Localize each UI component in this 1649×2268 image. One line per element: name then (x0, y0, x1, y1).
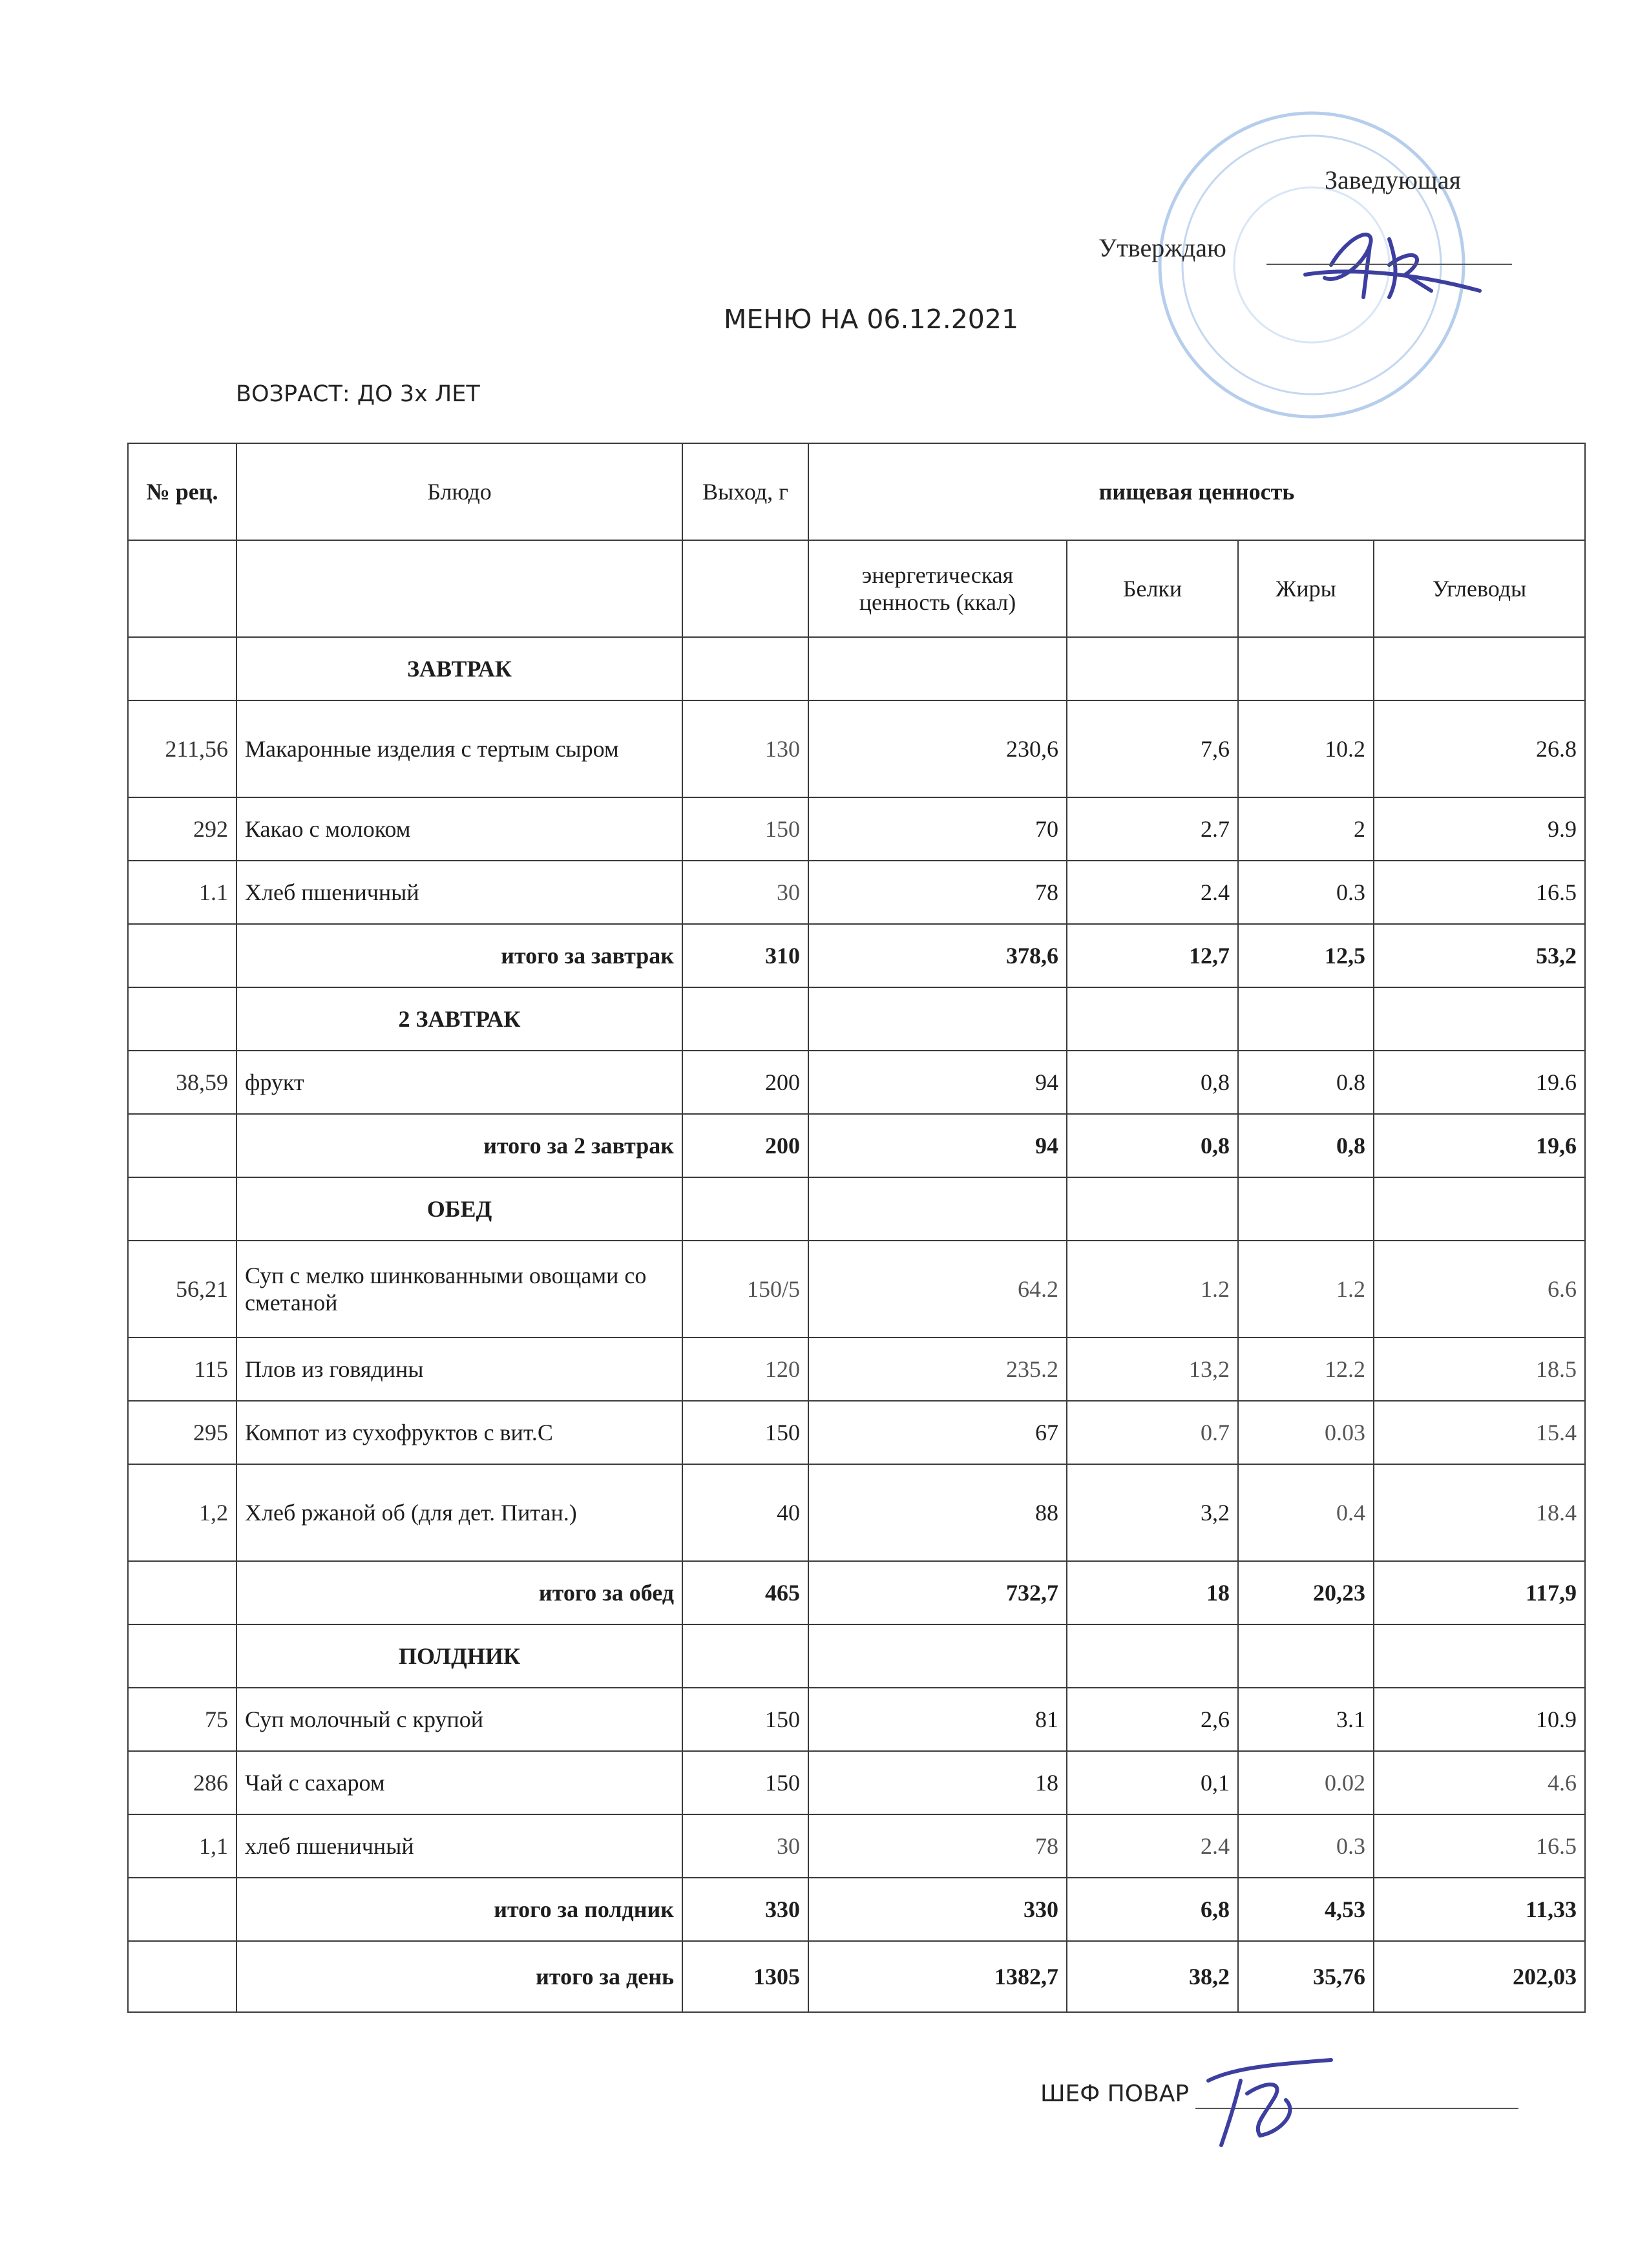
fat: 3.1 (1238, 1688, 1374, 1751)
section-title: ЗАВТРАК (236, 637, 682, 700)
carbs: 11,33 (1374, 1878, 1585, 1941)
carbs: 53,2 (1374, 924, 1585, 987)
table-row (128, 1241, 1585, 1338)
section-title: ОБЕД (236, 1177, 682, 1241)
subtotal-label: итого за завтрак (236, 924, 682, 987)
fat: 0.02 (1238, 1751, 1374, 1814)
section-row (128, 637, 1585, 700)
protein: 0,1 (1067, 1751, 1238, 1814)
rec-no: 1,1 (128, 1814, 236, 1878)
approve-label: Утверждаю (1098, 233, 1226, 262)
col-fat: Жиры (1238, 540, 1374, 637)
empty-cell (128, 540, 236, 637)
fat: 0.3 (1238, 1814, 1374, 1878)
subtotal-label: итого за полдник (236, 1878, 682, 1941)
table-row (128, 1051, 1585, 1114)
rec-no: 1,2 (128, 1464, 236, 1561)
carbs: 16.5 (1374, 861, 1585, 924)
table-header-row (128, 443, 1585, 540)
energy: 88 (808, 1464, 1067, 1561)
rec-no: 211,56 (128, 700, 236, 797)
fat: 12,5 (1238, 924, 1374, 987)
fat: 2 (1238, 797, 1374, 861)
carbs: 6.6 (1374, 1241, 1585, 1338)
table-row (128, 1401, 1585, 1464)
day-total-label: итого за день (236, 1941, 682, 2012)
director-signature (1292, 220, 1486, 317)
protein: 2.4 (1067, 861, 1238, 924)
protein: 7,6 (1067, 700, 1238, 797)
fat: 0,8 (1238, 1114, 1374, 1177)
dish-name: Плов из говядины (236, 1338, 682, 1401)
subtotal-label: итого за обед (236, 1561, 682, 1624)
yield: 1305 (682, 1941, 808, 2012)
yield: 200 (682, 1114, 808, 1177)
chef-signature (1195, 2055, 1350, 2152)
empty-cell (236, 540, 682, 637)
fat: 12.2 (1238, 1338, 1374, 1401)
yield: 465 (682, 1561, 808, 1624)
table-row (128, 1338, 1585, 1401)
menu-title: МЕНЮ НА 06.12.2021 (724, 304, 1019, 335)
dish-name: Хлеб пшеничный (236, 861, 682, 924)
protein: 0.7 (1067, 1401, 1238, 1464)
subtotal-row (128, 1114, 1585, 1177)
age-group: ВОЗРАСТ: ДО 3х ЛЕТ (236, 381, 480, 407)
carbs: 26.8 (1374, 700, 1585, 797)
fat: 4,53 (1238, 1878, 1374, 1941)
chef-label: ШЕФ ПОВАР (1040, 2081, 1190, 2107)
energy: 330 (808, 1878, 1067, 1941)
table-row (128, 1464, 1585, 1561)
yield: 30 (682, 861, 808, 924)
table-row (128, 1751, 1585, 1814)
carbs: 18.4 (1374, 1464, 1585, 1561)
col-yield: Выход, г (682, 443, 808, 540)
protein: 2.7 (1067, 797, 1238, 861)
rec-no: 75 (128, 1688, 236, 1751)
yield: 150 (682, 1751, 808, 1814)
carbs: 10.9 (1374, 1688, 1585, 1751)
energy: 67 (808, 1401, 1067, 1464)
yield: 130 (682, 700, 808, 797)
subtotal-row (128, 1878, 1585, 1941)
yield: 30 (682, 1814, 808, 1878)
fat: 0.8 (1238, 1051, 1374, 1114)
carbs: 19.6 (1374, 1051, 1585, 1114)
protein: 3,2 (1067, 1464, 1238, 1561)
protein: 38,2 (1067, 1941, 1238, 2012)
energy: 18 (808, 1751, 1067, 1814)
energy: 78 (808, 861, 1067, 924)
energy: 94 (808, 1051, 1067, 1114)
section-row (128, 1177, 1585, 1241)
rec-no: 295 (128, 1401, 236, 1464)
rec-no: 115 (128, 1338, 236, 1401)
yield: 150 (682, 797, 808, 861)
section-row (128, 1624, 1585, 1688)
col-energy: энергетическая ценность (ккал) (808, 540, 1067, 637)
approve-signature-line (1266, 264, 1512, 265)
yield: 150/5 (682, 1241, 808, 1338)
carbs: 9.9 (1374, 797, 1585, 861)
dish-name: хлеб пшеничный (236, 1814, 682, 1878)
dish-name: Какао с молоком (236, 797, 682, 861)
carbs: 18.5 (1374, 1338, 1585, 1401)
yield: 150 (682, 1401, 808, 1464)
rec-no: 286 (128, 1751, 236, 1814)
col-protein: Белки (1067, 540, 1238, 637)
rec-no: 56,21 (128, 1241, 236, 1338)
protein: 0,8 (1067, 1051, 1238, 1114)
yield: 40 (682, 1464, 808, 1561)
dish-name: Суп с мелко шинкованными овощами со сметаной (236, 1241, 682, 1338)
energy: 378,6 (808, 924, 1067, 987)
protein: 0,8 (1067, 1114, 1238, 1177)
dish-name: Хлеб ржаной об (для дет. Питан.) (236, 1464, 682, 1561)
subtotal-row (128, 924, 1585, 987)
dish-name: Суп молочный с крупой (236, 1688, 682, 1751)
dish-name: Чай с сахаром (236, 1751, 682, 1814)
protein: 12,7 (1067, 924, 1238, 987)
energy: 78 (808, 1814, 1067, 1878)
empty-cell (682, 540, 808, 637)
table-row (128, 700, 1585, 797)
protein: 6,8 (1067, 1878, 1238, 1941)
subtotal-label: итого за 2 завтрак (236, 1114, 682, 1177)
carbs: 15.4 (1374, 1401, 1585, 1464)
table-row (128, 861, 1585, 924)
fat: 20,23 (1238, 1561, 1374, 1624)
carbs: 4.6 (1374, 1751, 1585, 1814)
yield: 200 (682, 1051, 808, 1114)
table-row (128, 797, 1585, 861)
table-row (128, 1688, 1585, 1751)
carbs: 19,6 (1374, 1114, 1585, 1177)
energy: 1382,7 (808, 1941, 1067, 2012)
energy: 230,6 (808, 700, 1067, 797)
carbs: 16.5 (1374, 1814, 1585, 1878)
fat: 1.2 (1238, 1241, 1374, 1338)
yield: 150 (682, 1688, 808, 1751)
energy: 70 (808, 797, 1067, 861)
protein: 13,2 (1067, 1338, 1238, 1401)
carbs: 202,03 (1374, 1941, 1585, 2012)
energy: 94 (808, 1114, 1067, 1177)
dish-name: Компот из сухофруктов с вит.С (236, 1401, 682, 1464)
rec-no: 1.1 (128, 861, 236, 924)
fat: 0.03 (1238, 1401, 1374, 1464)
menu-table (127, 443, 1584, 2013)
col-dish: Блюдо (236, 443, 682, 540)
protein: 2.4 (1067, 1814, 1238, 1878)
table-subheader-row (128, 540, 1585, 637)
subtotal-row (128, 1561, 1585, 1624)
dish-name: фрукт (236, 1051, 682, 1114)
rec-no: 38,59 (128, 1051, 236, 1114)
fat: 0.4 (1238, 1464, 1374, 1561)
fat: 35,76 (1238, 1941, 1374, 2012)
table-row (128, 1814, 1585, 1878)
yield: 310 (682, 924, 808, 987)
yield: 330 (682, 1878, 808, 1941)
col-nutrition: пищевая ценность (808, 443, 1585, 540)
day-total-row (128, 1941, 1585, 2012)
yield: 120 (682, 1338, 808, 1401)
col-carbs: Углеводы (1374, 540, 1585, 637)
carbs: 117,9 (1374, 1561, 1585, 1624)
energy: 235.2 (808, 1338, 1067, 1401)
approver-title: Заведующая (1325, 165, 1461, 194)
energy: 64.2 (808, 1241, 1067, 1338)
energy: 732,7 (808, 1561, 1067, 1624)
protein: 2,6 (1067, 1688, 1238, 1751)
rec-no: 292 (128, 797, 236, 861)
fat: 0.3 (1238, 861, 1374, 924)
section-row (128, 987, 1585, 1051)
energy: 81 (808, 1688, 1067, 1751)
section-title: 2 ЗАВТРАК (236, 987, 682, 1051)
section-title: ПОЛДНИК (236, 1624, 682, 1688)
fat: 10.2 (1238, 700, 1374, 797)
protein: 18 (1067, 1561, 1238, 1624)
dish-name: Макаронные изделия с тертым сыром (236, 700, 682, 797)
col-rec-no: № рец. (128, 443, 236, 540)
protein: 1.2 (1067, 1241, 1238, 1338)
